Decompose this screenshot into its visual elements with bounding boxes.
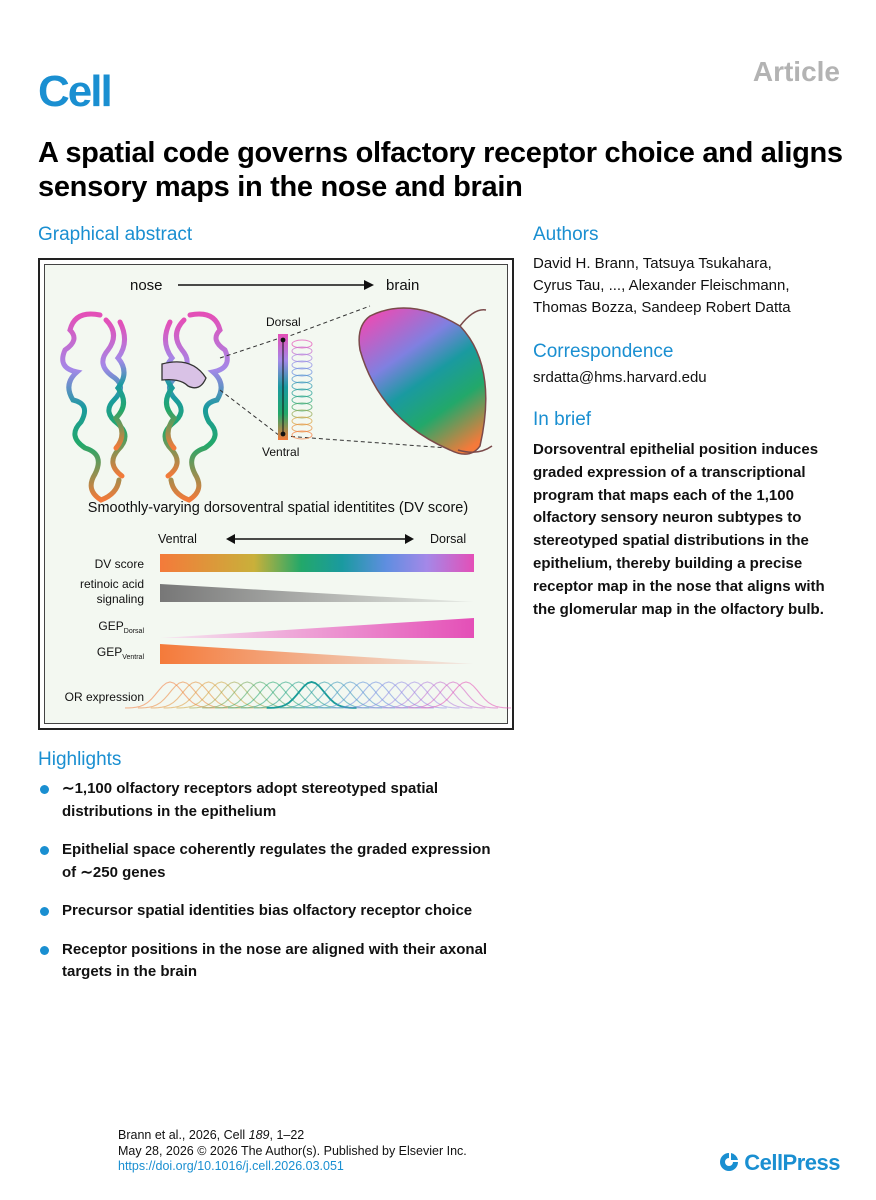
in-brief-line: graded expression of a transcriptional (533, 463, 806, 481)
authors-line: Thomas Bozza, Sandeep Robert Datta (533, 299, 791, 316)
bulb-tract-top (460, 310, 486, 326)
projection-line-dorsal (220, 338, 280, 358)
arrow-head-icon (364, 280, 374, 290)
highlight-line: Receptor positions in the nose are aligned with their axonal (62, 940, 488, 958)
highlights-heading: Highlights (38, 749, 122, 770)
in-brief-line: olfactory sensory neuron subtypes to (533, 509, 802, 527)
authors-heading: Authors (533, 224, 599, 245)
citation-date-line: May 28, 2026 © 2026 The Author(s). Published by Elsevier Inc. (118, 1143, 467, 1158)
gep-ventral-main: GEP (96, 645, 123, 659)
highlight-item (38, 939, 518, 984)
article-type-label: Article (752, 56, 840, 87)
graphical-abstract-figure (38, 258, 514, 730)
highlight-item (38, 839, 518, 884)
citation-volume: 189 (248, 1128, 270, 1142)
highlight-line: Precursor spatial identities bias olfactory receptor choice (62, 902, 473, 919)
highlight-line: ∼1,100 olfactory receptors adopt stereotyped spatial (62, 780, 439, 797)
ra-label-line2: signaling (96, 592, 144, 606)
correspondence-email[interactable]: srdatta@hms.harvard.edu (533, 369, 707, 386)
citation-line (118, 1128, 467, 1144)
or-expression-curves (125, 682, 511, 708)
citation-block (118, 1128, 467, 1175)
in-brief-line: stereotyped spatial distributions in the (533, 532, 809, 550)
gep-dorsal-subscript: Dorsal (123, 628, 144, 635)
cellpress-wordmark: CellPress (744, 1150, 840, 1175)
highlight-item (38, 778, 518, 823)
bullet-icon (40, 785, 49, 794)
nasal-turbinate-right (165, 314, 227, 500)
highlight-line: of ∼250 genes (62, 863, 166, 881)
authors-list (533, 253, 853, 319)
cellpress-mark-icon (718, 1151, 740, 1173)
highlight-line: Epithelial space coherently regulates the graded expression (62, 841, 491, 858)
gep-ventral-label (97, 645, 145, 661)
highlights-list (38, 778, 518, 1000)
nose-label: nose (130, 277, 163, 294)
highlight-item (38, 900, 518, 923)
in-brief-line: program that maps each of the 1,100 (533, 486, 794, 504)
in-brief-text (533, 439, 853, 621)
in-brief-line: epithelium, thereby building a precise (533, 554, 803, 572)
graphical-abstract-heading: Graphical abstract (38, 224, 193, 245)
nasal-turbinate-left (63, 314, 125, 500)
gep-dorsal-label (98, 619, 144, 635)
correspondence-heading: Correspondence (533, 341, 674, 362)
gep-ventral-wedge (160, 644, 474, 664)
cellpress-logo (718, 1150, 840, 1176)
highlight-line: distributions in the epithelium (62, 802, 277, 820)
olfactory-bulb (359, 308, 486, 454)
in-brief-line: Dorsoventral epithelial position induces (533, 441, 819, 458)
dv-caption: Smoothly-varying dorsoventral spatial identitites (DV score) (87, 500, 469, 516)
axis-dorsal-label: Dorsal (430, 532, 467, 546)
axis-left-arrow-icon (226, 534, 235, 544)
highlight-line: targets in the brain (62, 963, 198, 980)
ventral-label: Ventral (262, 445, 300, 459)
or-expression-label: OR expression (64, 690, 144, 704)
bullet-icon (40, 907, 49, 916)
graphical-abstract-svg (40, 260, 516, 732)
gep-ventral-subscript: Ventral (122, 654, 144, 661)
gep-dorsal-wedge (160, 618, 474, 638)
in-brief-heading: In brief (533, 409, 592, 430)
axis-ventral-label: Ventral (158, 532, 197, 546)
gep-dorsal-main: GEP (98, 619, 124, 633)
citation-pages: , 1–22 (269, 1128, 305, 1142)
projection-line-ventral (220, 390, 280, 436)
dv-score-bar (160, 554, 474, 572)
neuron-coils (292, 340, 312, 439)
in-brief-line: receptor map in the nose that aligns with (533, 577, 825, 595)
brain-label: brain (386, 277, 420, 294)
in-brief-line: the glomerular map in the olfactory bulb. (533, 600, 824, 618)
authors-line: David H. Brann, Tatsuya Tsukahara, (533, 255, 772, 272)
ra-label-line1: retinoic acid (79, 577, 144, 591)
doi-link[interactable]: https://doi.org/10.1016/j.cell.2026.03.051 (118, 1159, 344, 1173)
dorsal-label: Dorsal (266, 315, 301, 329)
dv-score-label: DV score (94, 557, 144, 571)
axis-right-arrow-icon (405, 534, 414, 544)
retinoic-acid-wedge (160, 584, 474, 602)
journal-logo: Cell (38, 67, 111, 116)
article-title: A spatial code governs olfactory receptor choice and aligns sensory maps in the nose and brain (38, 137, 843, 203)
bullet-icon (40, 846, 49, 855)
authors-line: Cyrus Tau, ..., Alexander Fleischmann, (533, 277, 790, 294)
citation-prefix: Brann et al., 2026, Cell (118, 1128, 249, 1142)
bullet-icon (40, 946, 49, 955)
